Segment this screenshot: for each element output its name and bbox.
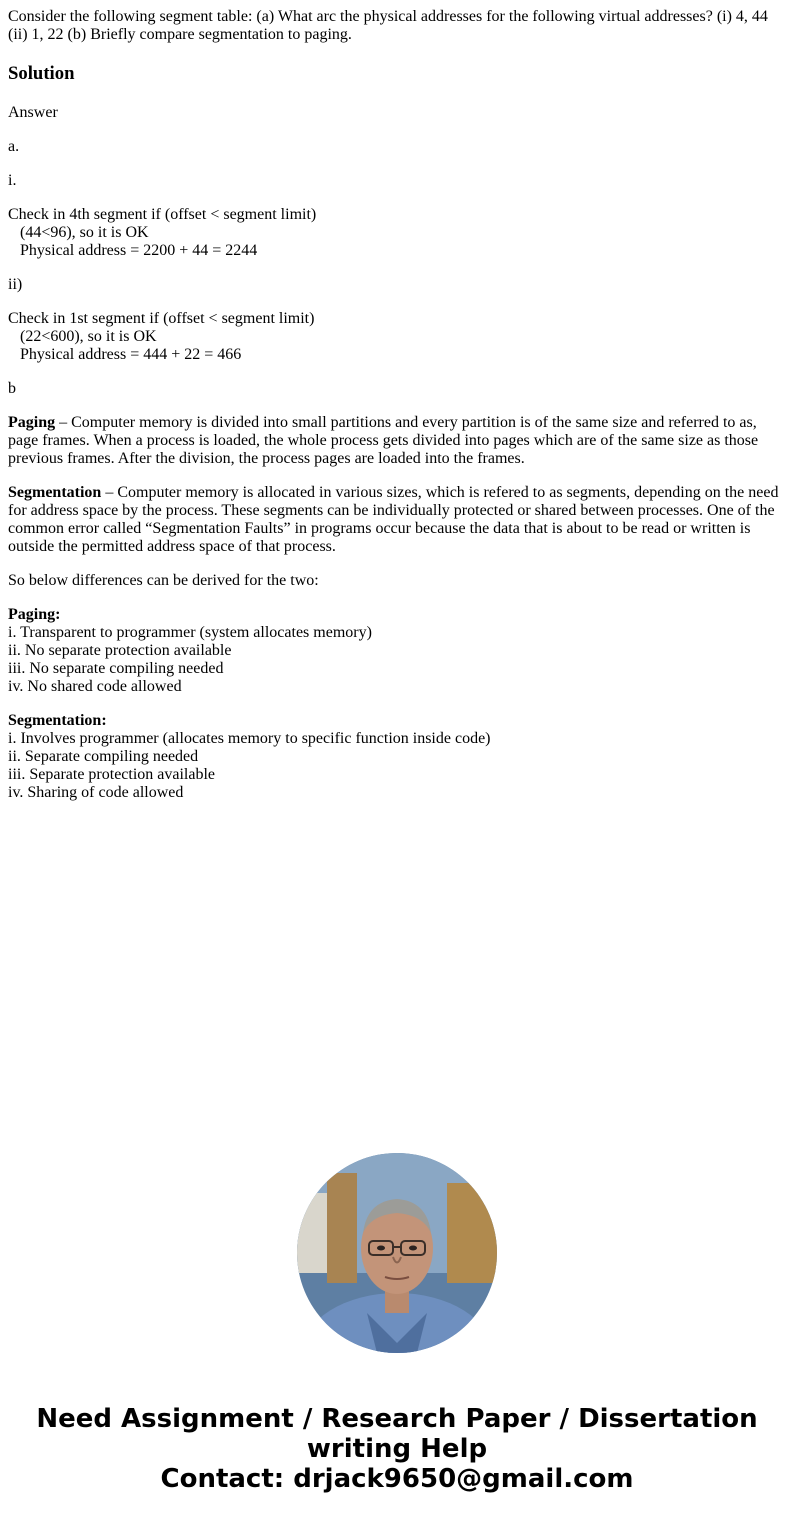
promo-line: Need Assignment / Research Paper / Dissertation [36, 1404, 758, 1434]
paging-list-title: Paging: [8, 606, 61, 623]
paging-list-item: iv. No shared code allowed [8, 678, 182, 695]
differences-intro: So below differences can be derived for the two: [8, 572, 319, 589]
part-ii-line: (22<600), so it is OK [20, 328, 157, 345]
avatar [297, 1153, 497, 1353]
part-ii-line: Physical address = 444 + 22 = 466 [20, 346, 242, 363]
segmentation-list [8, 712, 784, 802]
part-b-label: b [8, 380, 16, 397]
paging-definition [8, 414, 784, 468]
part-i-label: i. [8, 172, 17, 189]
part-i-line: Check in 4th segment if (offset < segment limit) [8, 206, 317, 223]
paging-definition-text: – Computer memory is divided into small partitions and every partition is of the same size and referred to as, page frames. When a process is loaded, the whole process gets divided into pages which are of the same size as those previous frames. After the division, the process pages are loaded into the frames. [8, 414, 759, 467]
paging-list-item: ii. No separate protection available [8, 642, 232, 659]
paging-list-item: iii. No separate compiling needed [8, 660, 224, 677]
promo-contact: Contact: drjack9650@gmail.com [160, 1464, 634, 1494]
part-i-line: (44<96), so it is OK [20, 224, 149, 241]
segmentation-term: Segmentation [8, 484, 102, 501]
paging-list-item: i. Transparent to programmer (system allocates memory) [8, 624, 372, 641]
solution-heading: Solution [8, 63, 75, 84]
segmentation-list-title: Segmentation: [8, 712, 107, 729]
paging-term: Paging [8, 414, 56, 431]
question-text: Consider the following segment table: (a) What arc the physical addresses for the following virtual addresses? (i) 4, 44 (ii) 1, 22 (b) Briefly compare segmentation to paging. [8, 8, 768, 43]
segmentation-definition [8, 484, 784, 556]
segmentation-definition-text: – Computer memory is allocated in various sizes, which is refered to as segments, depending on the need for address space by the process. These segments can be individually protected or shared between processes. One of the common error called “Segmentation Faults” in programs occur because the data that is about to be read or written is outside the permitted address space of that process. [8, 484, 779, 555]
paging-list [8, 606, 784, 696]
promo-line: writing Help [306, 1434, 488, 1464]
tutor-photo-icon [297, 1153, 497, 1353]
part-i-working [8, 206, 784, 260]
segmentation-list-item: ii. Separate compiling needed [8, 748, 199, 765]
document-content [8, 8, 784, 818]
part-i-line: Physical address = 2200 + 44 = 2244 [20, 242, 258, 259]
segmentation-list-item: iv. Sharing of code allowed [8, 784, 184, 801]
part-a-label: a. [8, 138, 20, 155]
segmentation-list-item: iii. Separate protection available [8, 766, 216, 783]
part-ii-label: ii) [8, 276, 23, 293]
part-ii-working [8, 310, 784, 364]
segmentation-list-item: i. Involves programmer (allocates memory to specific function inside code) [8, 730, 491, 747]
part-ii-line: Check in 1st segment if (offset < segment limit) [8, 310, 315, 327]
answer-label: Answer [8, 104, 58, 121]
promo-banner [0, 1404, 794, 1494]
